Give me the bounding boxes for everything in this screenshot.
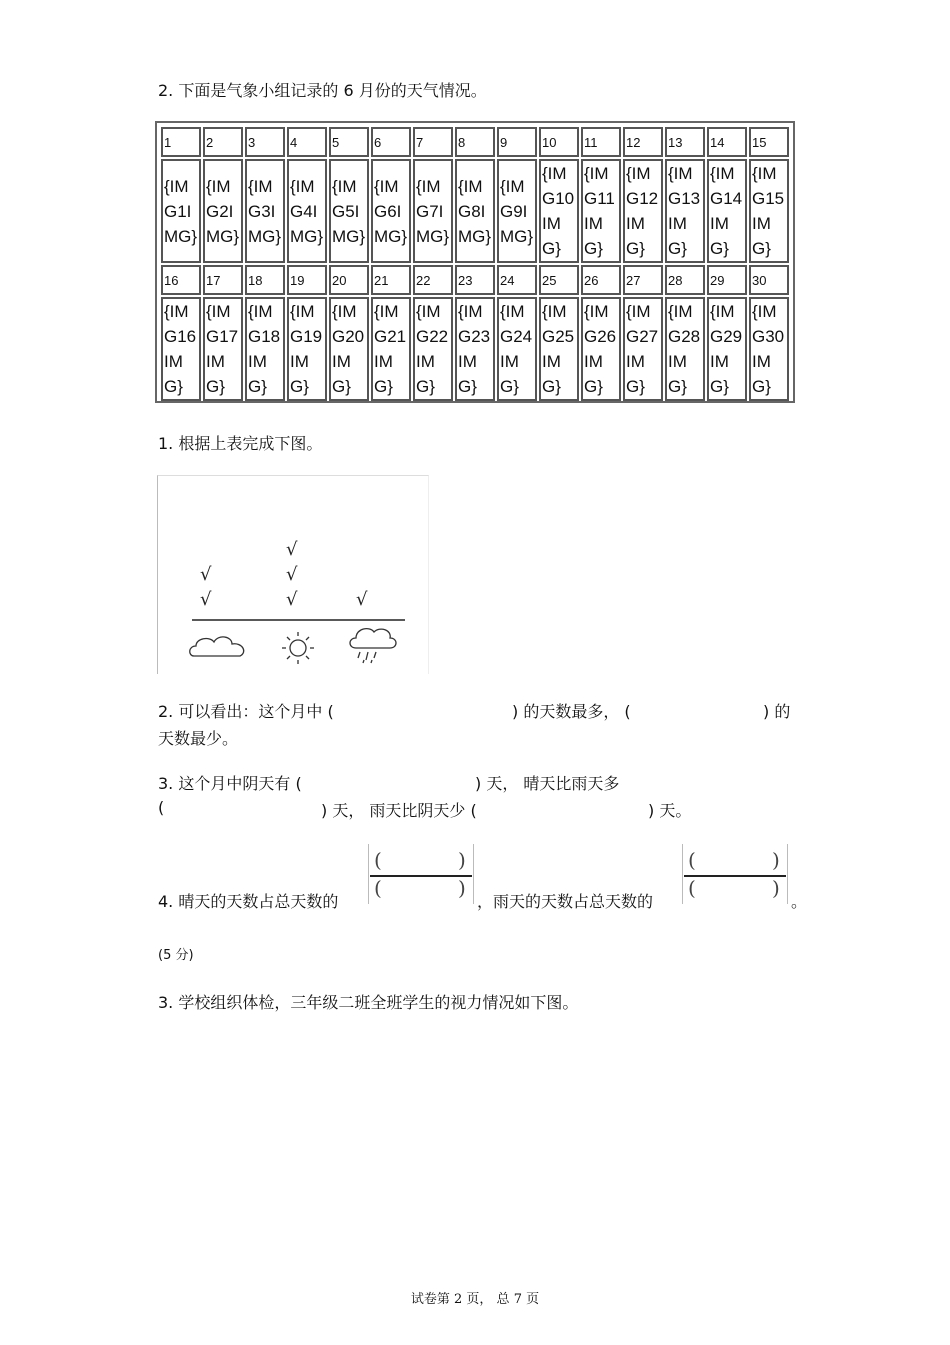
weather-image-placeholder: {IMG7IMG}	[413, 159, 453, 263]
table-row-weather-1-15	[161, 159, 789, 263]
weather-image-placeholder: {IMG30IMG}	[749, 297, 789, 401]
weather-image-placeholder: {IMG2IMG}	[203, 159, 243, 263]
cloudy-icon	[190, 637, 244, 656]
sub-question-3-part-e: ) 天。	[648, 801, 692, 820]
sub-question-2-part-a: 2. 可以看出：这个月中 (	[158, 702, 334, 721]
day-number-cell: 27	[623, 265, 663, 295]
denominator-left-paren: (	[374, 876, 382, 900]
weather-image-placeholder: {IMG16IMG}	[161, 297, 201, 401]
weather-image-placeholder: {IMG4IMG}	[287, 159, 327, 263]
weather-image-placeholder: {IMG29IMG}	[707, 297, 747, 401]
day-number-cell: 22	[413, 265, 453, 295]
day-number-cell: 30	[749, 265, 789, 295]
table-row-weather-16-30	[161, 297, 789, 401]
day-number-cell: 18	[245, 265, 285, 295]
weather-image-placeholder: {IMG22IMG}	[413, 297, 453, 401]
day-number-cell: 16	[161, 265, 201, 295]
day-number-cell: 19	[287, 265, 327, 295]
day-number-cell: 29	[707, 265, 747, 295]
weather-image-placeholder: {IMG15IMG}	[749, 159, 789, 263]
weather-image-placeholder: {IMG14IMG}	[707, 159, 747, 263]
day-number-cell: 21	[371, 265, 411, 295]
day-number-cell: 25	[539, 265, 579, 295]
weather-image-placeholder: {IMG20IMG}	[329, 297, 369, 401]
sub-question-3-part-d: ) 天， 雨天比阴天少 (	[321, 801, 477, 820]
weather-image-placeholder: {IMG18IMG}	[245, 297, 285, 401]
fraction-bar	[684, 875, 786, 877]
day-number-cell: 8	[455, 127, 495, 157]
day-number-cell: 11	[581, 127, 621, 157]
weather-image-placeholder: {IMG25IMG}	[539, 297, 579, 401]
check-mark: √	[286, 589, 298, 610]
numerator-left-paren: (	[688, 848, 696, 872]
day-number-cell: 12	[623, 127, 663, 157]
day-number-cell: 14	[707, 127, 747, 157]
sub-question-4-part-b: ，雨天的天数占总天数的	[477, 892, 654, 911]
check-mark: √	[286, 539, 298, 560]
day-number-cell: 4	[287, 127, 327, 157]
sub-question-2-part-b: ) 的天数最多， (	[512, 702, 631, 721]
day-number-cell: 3	[245, 127, 285, 157]
weather-image-placeholder: {IMG11IMG}	[581, 159, 621, 263]
question-2-title: 2. 下面是气象小组记录的 6 月份的天气情况。	[158, 81, 487, 100]
fraction-bar	[370, 875, 472, 877]
day-number-cell: 1	[161, 127, 201, 157]
day-number-cell: 24	[497, 265, 537, 295]
day-number-cell: 7	[413, 127, 453, 157]
weather-image-placeholder: {IMG23IMG}	[455, 297, 495, 401]
weather-image-placeholder: {IMG28IMG}	[665, 297, 705, 401]
table-row-days-16-30	[161, 265, 789, 295]
day-number-cell: 28	[665, 265, 705, 295]
sub-question-2-part-c: ) 的	[763, 702, 791, 721]
day-number-cell: 15	[749, 127, 789, 157]
day-number-cell: 10	[539, 127, 579, 157]
score-label: (5 分)	[158, 948, 194, 963]
table-row-days-1-15	[161, 127, 789, 157]
sub-question-4-part-a: 4. 晴天的天数占总天数的	[158, 892, 339, 911]
check-mark: √	[286, 564, 298, 585]
page-footer: 试卷第 2 页， 总 7 页	[410, 1292, 540, 1307]
numerator-right-paren: )	[772, 848, 780, 872]
day-number-cell: 17	[203, 265, 243, 295]
weather-record-table	[155, 121, 795, 403]
weather-image-placeholder: {IMG5IMG}	[329, 159, 369, 263]
sunny-fraction-blank[interactable]	[368, 844, 474, 904]
day-number-cell: 26	[581, 265, 621, 295]
weather-image-placeholder: {IMG17IMG}	[203, 297, 243, 401]
weather-tally-chart	[157, 475, 429, 674]
day-number-cell: 23	[455, 265, 495, 295]
day-number-cell: 9	[497, 127, 537, 157]
weather-image-placeholder: {IMG10IMG}	[539, 159, 579, 263]
weather-image-placeholder: {IMG24IMG}	[497, 297, 537, 401]
weather-image-placeholder: {IMG12IMG}	[623, 159, 663, 263]
day-number-cell: 6	[371, 127, 411, 157]
denominator-right-paren: )	[458, 876, 466, 900]
question-3-title: 3. 学校组织体检，三年级二班全班学生的视力情况如下图。	[158, 993, 579, 1012]
day-number-cell: 5	[329, 127, 369, 157]
day-number-cell: 2	[203, 127, 243, 157]
weather-image-placeholder: {IMG6IMG}	[371, 159, 411, 263]
weather-image-placeholder: {IMG8IMG}	[455, 159, 495, 263]
check-mark: √	[200, 589, 212, 610]
sunny-icon	[282, 632, 314, 664]
day-number-cell: 20	[329, 265, 369, 295]
check-marks	[200, 539, 368, 610]
check-mark: √	[200, 564, 212, 585]
weather-image-placeholder: {IMG9IMG}	[497, 159, 537, 263]
denominator-left-paren: (	[688, 876, 696, 900]
weather-image-placeholder: {IMG27IMG}	[623, 297, 663, 401]
denominator-right-paren: )	[772, 876, 780, 900]
sub-question-4-part-c: 。	[791, 892, 808, 911]
sub-question-3-part-c: (	[158, 798, 165, 817]
weather-image-placeholder: {IMG1IMG}	[161, 159, 201, 263]
weather-image-placeholder: {IMG13IMG}	[665, 159, 705, 263]
sub-question-1: 1. 根据上表完成下图。	[158, 434, 323, 453]
sub-question-3-part-b: ) 天， 晴天比雨天多	[475, 774, 620, 793]
day-number-cell: 13	[665, 127, 705, 157]
sub-question-3-part-a: 3. 这个月中阴天有 (	[158, 774, 302, 793]
weather-image-placeholder: {IMG19IMG}	[287, 297, 327, 401]
tally-chart-svg	[158, 476, 428, 674]
weather-image-placeholder: {IMG3IMG}	[245, 159, 285, 263]
weather-image-placeholder: {IMG26IMG}	[581, 297, 621, 401]
check-mark: √	[356, 589, 368, 610]
weather-image-placeholder: {IMG21IMG}	[371, 297, 411, 401]
rain-icon	[350, 629, 396, 663]
numerator-left-paren: (	[374, 848, 382, 872]
sub-question-2-part-d: 天数最少。	[158, 729, 239, 748]
rainy-fraction-blank[interactable]	[682, 844, 788, 904]
numerator-right-paren: )	[458, 848, 466, 872]
